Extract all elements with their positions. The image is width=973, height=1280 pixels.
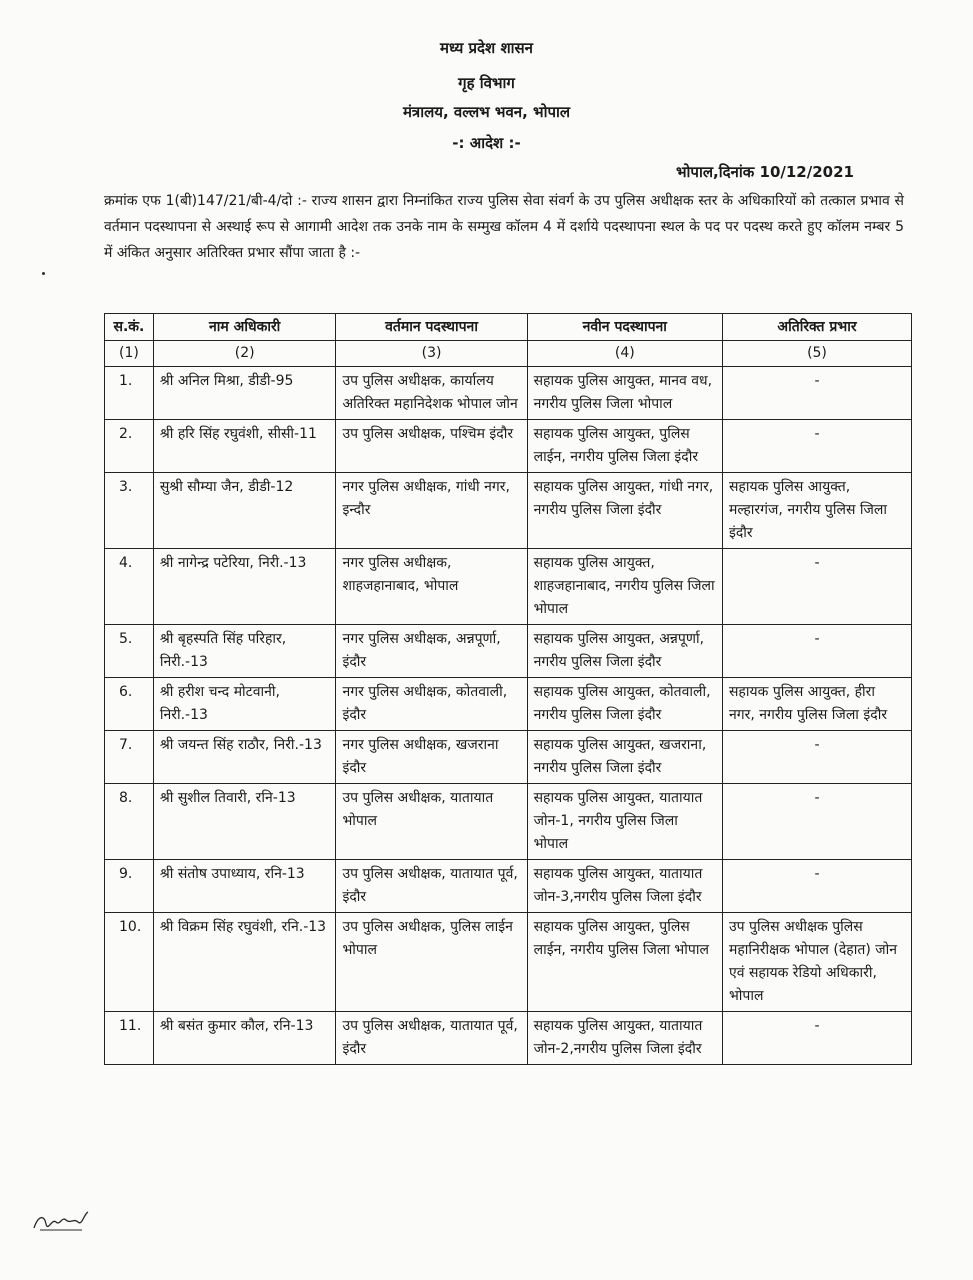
table-row: [105, 625, 912, 678]
current-posting-cell: नगर पुलिस अधीक्षक, गांधी नगर, इन्दौर: [336, 473, 527, 549]
serial-number-cell: 5.: [105, 625, 154, 678]
new-posting-cell: सहायक पुलिस आयुक्त, पुलिस लाईन, नगरीय पुलिस जिला इंदौर: [527, 420, 722, 473]
current-posting-cell: उप पुलिस अधीक्षक, कार्यालय अतिरिक्त महानिदेशक भोपाल जोन: [336, 367, 527, 420]
additional-charge-cell: -: [722, 367, 911, 420]
additional-charge-cell: सहायक पुलिस आयुक्त, हीरा नगर, नगरीय पुलिस जिला इंदौर: [722, 678, 911, 731]
current-posting-cell: उप पुलिस अधीक्षक, यातायात भोपाल: [336, 784, 527, 860]
officer-name-cell: श्री जयन्त सिंह राठौर, निरी.-13: [153, 731, 336, 784]
current-posting-cell: उप पुलिस अधीक्षक, पुलिस लाईन भोपाल: [336, 913, 527, 1012]
column-number-row: [105, 341, 912, 367]
table-row: [105, 1012, 912, 1065]
table-row: [105, 913, 912, 1012]
column-number: (5): [722, 341, 911, 367]
table-row: [105, 420, 912, 473]
table-row: [105, 367, 912, 420]
table-row: [105, 731, 912, 784]
current-posting-cell: नगर पुलिस अधीक्षक, खजराना इंदौर: [336, 731, 527, 784]
header-officer-name: नाम अधिकारी: [153, 314, 336, 341]
new-posting-cell: सहायक पुलिस आयुक्त, गांधी नगर, नगरीय पुलिस जिला इंदौर: [527, 473, 722, 549]
serial-number-cell: 2.: [105, 420, 154, 473]
officer-name-cell: सुश्री सौम्या जैन, डीडी-12: [153, 473, 336, 549]
header-order-title: -: आदेश :-: [452, 134, 521, 152]
signature-mark: [30, 1208, 92, 1238]
serial-number-cell: 6.: [105, 678, 154, 731]
additional-charge-cell: सहायक पुलिस आयुक्त, मल्हारगंज, नगरीय पुलिस जिला इंदौर: [722, 473, 911, 549]
additional-charge-cell: -: [722, 420, 911, 473]
column-number: (4): [527, 341, 722, 367]
new-posting-cell: सहायक पुलिस आयुक्त, अन्नपूर्णा, नगरीय पुलिस जिला इंदौर: [527, 625, 722, 678]
new-posting-cell: सहायक पुलिस आयुक्त, कोतवाली, नगरीय पुलिस जिला इंदौर: [527, 678, 722, 731]
header-address: मंत्रालय, वल्लभ भवन, भोपाल: [402, 103, 571, 121]
new-posting-cell: सहायक पुलिस आयुक्त, मानव वध, नगरीय पुलिस जिला भोपाल: [527, 367, 722, 420]
new-posting-cell: सहायक पुलिस आयुक्त, यातायात जोन-2,नगरीय पुलिस जिला इंदौर: [527, 1012, 722, 1065]
column-number: (1): [105, 341, 154, 367]
header-serial: स.कं.: [105, 314, 154, 341]
header-current-posting: वर्तमान पदस्थापना: [336, 314, 527, 341]
posting-table: [104, 313, 912, 1065]
serial-number-cell: 8.: [105, 784, 154, 860]
header-department: गृह विभाग: [458, 74, 515, 92]
current-posting-cell: उप पुलिस अधीक्षक, यातायात पूर्व, इंदौर: [336, 860, 527, 913]
serial-number-cell: 1.: [105, 367, 154, 420]
officer-name-cell: श्री बृहस्पति सिंह परिहार, निरी.-13: [153, 625, 336, 678]
additional-charge-cell: -: [722, 784, 911, 860]
serial-number-cell: 9.: [105, 860, 154, 913]
header-additional-charge: अतिरिक्त प्रभार: [722, 314, 911, 341]
order-date: भोपाल,दिनांक 10/12/2021: [676, 163, 854, 181]
new-posting-cell: सहायक पुलिस आयुक्त, पुलिस लाईन, नगरीय पुलिस जिला भोपाल: [527, 913, 722, 1012]
order-paragraph: क्रमांक एफ 1(बी)147/21/बी-4/दो :- राज्य शासन द्वारा निम्नांकित राज्य पुलिस सेवा संवर्ग के उप पुलिस अधीक्षक स्तर के अधिकारियों को तत्काल प्रभाव से वर्तमान पदस्थापना से अस्थाई रूप से आगामी आदेश तक उनके नाम के सम्मुख कॉलम 4 में दर्शाये पदस्थापना स्थल के पद पर पदस्थ करते हुए कॉलम नम्बर 5 में अंकित अनुसार अतिरिक्त प्रभार सौंपा जाता है :-: [104, 193, 904, 261]
new-posting-cell: सहायक पुलिस आयुक्त, शाहजहानाबाद, नगरीय पुलिस जिला भोपाल: [527, 549, 722, 625]
additional-charge-cell: -: [722, 731, 911, 784]
new-posting-cell: सहायक पुलिस आयुक्त, खजराना, नगरीय पुलिस जिला इंदौर: [527, 731, 722, 784]
column-number: (2): [153, 341, 336, 367]
column-number: (3): [336, 341, 527, 367]
table-row: [105, 678, 912, 731]
table-header-row: [105, 314, 912, 341]
table-row: [105, 473, 912, 549]
current-posting-cell: नगर पुलिस अधीक्षक, कोतवाली, इंदौर: [336, 678, 527, 731]
current-posting-cell: उप पुलिस अधीक्षक, पश्चिम इंदौर: [336, 420, 527, 473]
additional-charge-cell: -: [722, 860, 911, 913]
additional-charge-cell: -: [722, 549, 911, 625]
table-row: [105, 549, 912, 625]
serial-number-cell: 4.: [105, 549, 154, 625]
officer-name-cell: श्री विक्रम सिंह रघुवंशी, रनि.-13: [153, 913, 336, 1012]
current-posting-cell: नगर पुलिस अधीक्षक, शाहजहानाबाद, भोपाल: [336, 549, 527, 625]
table-row: [105, 784, 912, 860]
additional-charge-cell: उप पुलिस अधीक्षक पुलिस महानिरीक्षक भोपाल (देहात) जोन एवं सहायक रेडियो अधिकारी, भोपाल: [722, 913, 911, 1012]
officer-name-cell: श्री हरीश चन्द मोटवानी, निरी.-13: [153, 678, 336, 731]
officer-name-cell: श्री नागेन्द्र पटेरिया, निरी.-13: [153, 549, 336, 625]
new-posting-cell: सहायक पुलिस आयुक्त, यातायात जोन-3,नगरीय पुलिस जिला इंदौर: [527, 860, 722, 913]
serial-number-cell: 7.: [105, 731, 154, 784]
serial-number-cell: 3.: [105, 473, 154, 549]
scan-speck: [42, 272, 45, 275]
current-posting-cell: नगर पुलिस अधीक्षक, अन्नपूर्णा, इंदौर: [336, 625, 527, 678]
officer-name-cell: श्री हरि सिंह रघुवंशी, सीसी-11: [153, 420, 336, 473]
officer-name-cell: श्री अनिल मिश्रा, डीडी-95: [153, 367, 336, 420]
additional-charge-cell: -: [722, 1012, 911, 1065]
new-posting-cell: सहायक पुलिस आयुक्त, यातायात जोन-1, नगरीय पुलिस जिला भोपाल: [527, 784, 722, 860]
officer-name-cell: श्री संतोष उपाध्याय, रनि-13: [153, 860, 336, 913]
officer-name-cell: श्री बसंत कुमार कौल, रनि-13: [153, 1012, 336, 1065]
serial-number-cell: 10.: [105, 913, 154, 1012]
serial-number-cell: 11.: [105, 1012, 154, 1065]
officer-name-cell: श्री सुशील तिवारी, रनि-13: [153, 784, 336, 860]
header-state-govt: मध्य प्रदेश शासन: [439, 39, 533, 57]
current-posting-cell: उप पुलिस अधीक्षक, यातायात पूर्व, इंदौर: [336, 1012, 527, 1065]
additional-charge-cell: -: [722, 625, 911, 678]
table-row: [105, 860, 912, 913]
header-new-posting: नवीन पदस्थापना: [527, 314, 722, 341]
